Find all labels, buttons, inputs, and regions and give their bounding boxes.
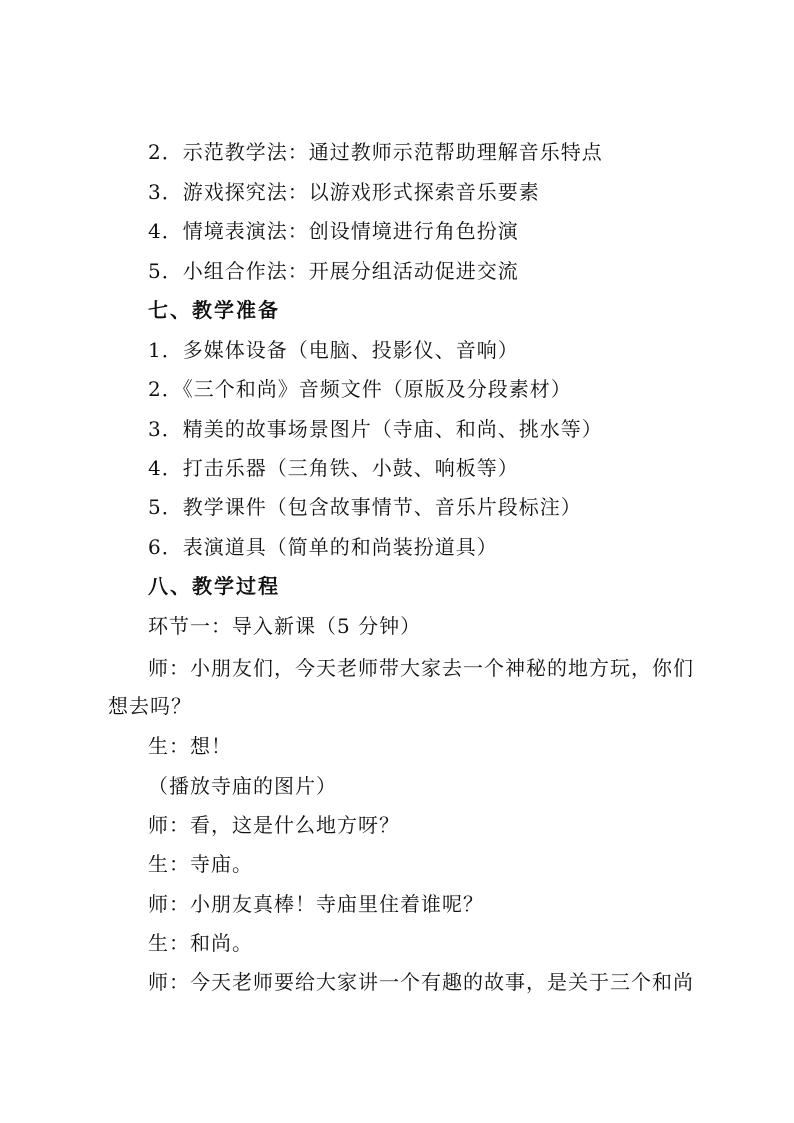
dialogue-line: 师：小朋友们，今天老师带大家去一个神秘的地方玩，你们: [148, 656, 694, 680]
stage-direction: （播放寺庙的图片）: [148, 774, 337, 798]
dialogue-line-continued: 想去吗？: [108, 694, 192, 718]
dialogue-line: 师：看，这是什么地方呀？: [148, 813, 400, 837]
preparation-item-5: 5．教学课件（包含故事情节、音乐片段标注）: [148, 495, 582, 519]
preparation-item-6: 6．表演道具（简单的和尚装扮道具）: [148, 535, 498, 559]
stage-heading: 环节一：导入新课（5 分钟）: [148, 614, 422, 638]
method-item-3: 3．游戏探究法：以游戏形式探索音乐要素: [148, 180, 540, 204]
dialogue-line: 师：小朋友真棒！寺庙里住着谁呢？: [148, 892, 484, 916]
method-item-5: 5．小组合作法：开展分组活动促进交流: [148, 259, 519, 283]
preparation-item-2: 2．《三个和尚》音频文件（原版及分段素材）: [148, 377, 572, 401]
preparation-item-3: 3．精美的故事场景图片（寺庙、和尚、挑水等）: [148, 417, 603, 441]
section-heading-preparation: 七、教学准备: [148, 298, 280, 322]
preparation-item-1: 1．多媒体设备（电脑、投影仪、音响）: [148, 338, 519, 362]
dialogue-line: 师：今天老师要给大家讲一个有趣的故事，是关于三个和尚: [148, 970, 694, 994]
dialogue-line: 生：想！: [148, 734, 232, 758]
method-item-4: 4．情境表演法：创设情境进行角色扮演: [148, 219, 519, 243]
dialogue-line: 生：寺庙。: [148, 852, 253, 876]
dialogue-line: 生：和尚。: [148, 931, 253, 955]
preparation-item-4: 4．打击乐器（三角铁、小鼓、响板等）: [148, 456, 519, 480]
section-heading-process: 八、教学过程: [148, 574, 280, 598]
method-item-2: 2．示范教学法：通过教师示范帮助理解音乐特点: [148, 140, 603, 164]
